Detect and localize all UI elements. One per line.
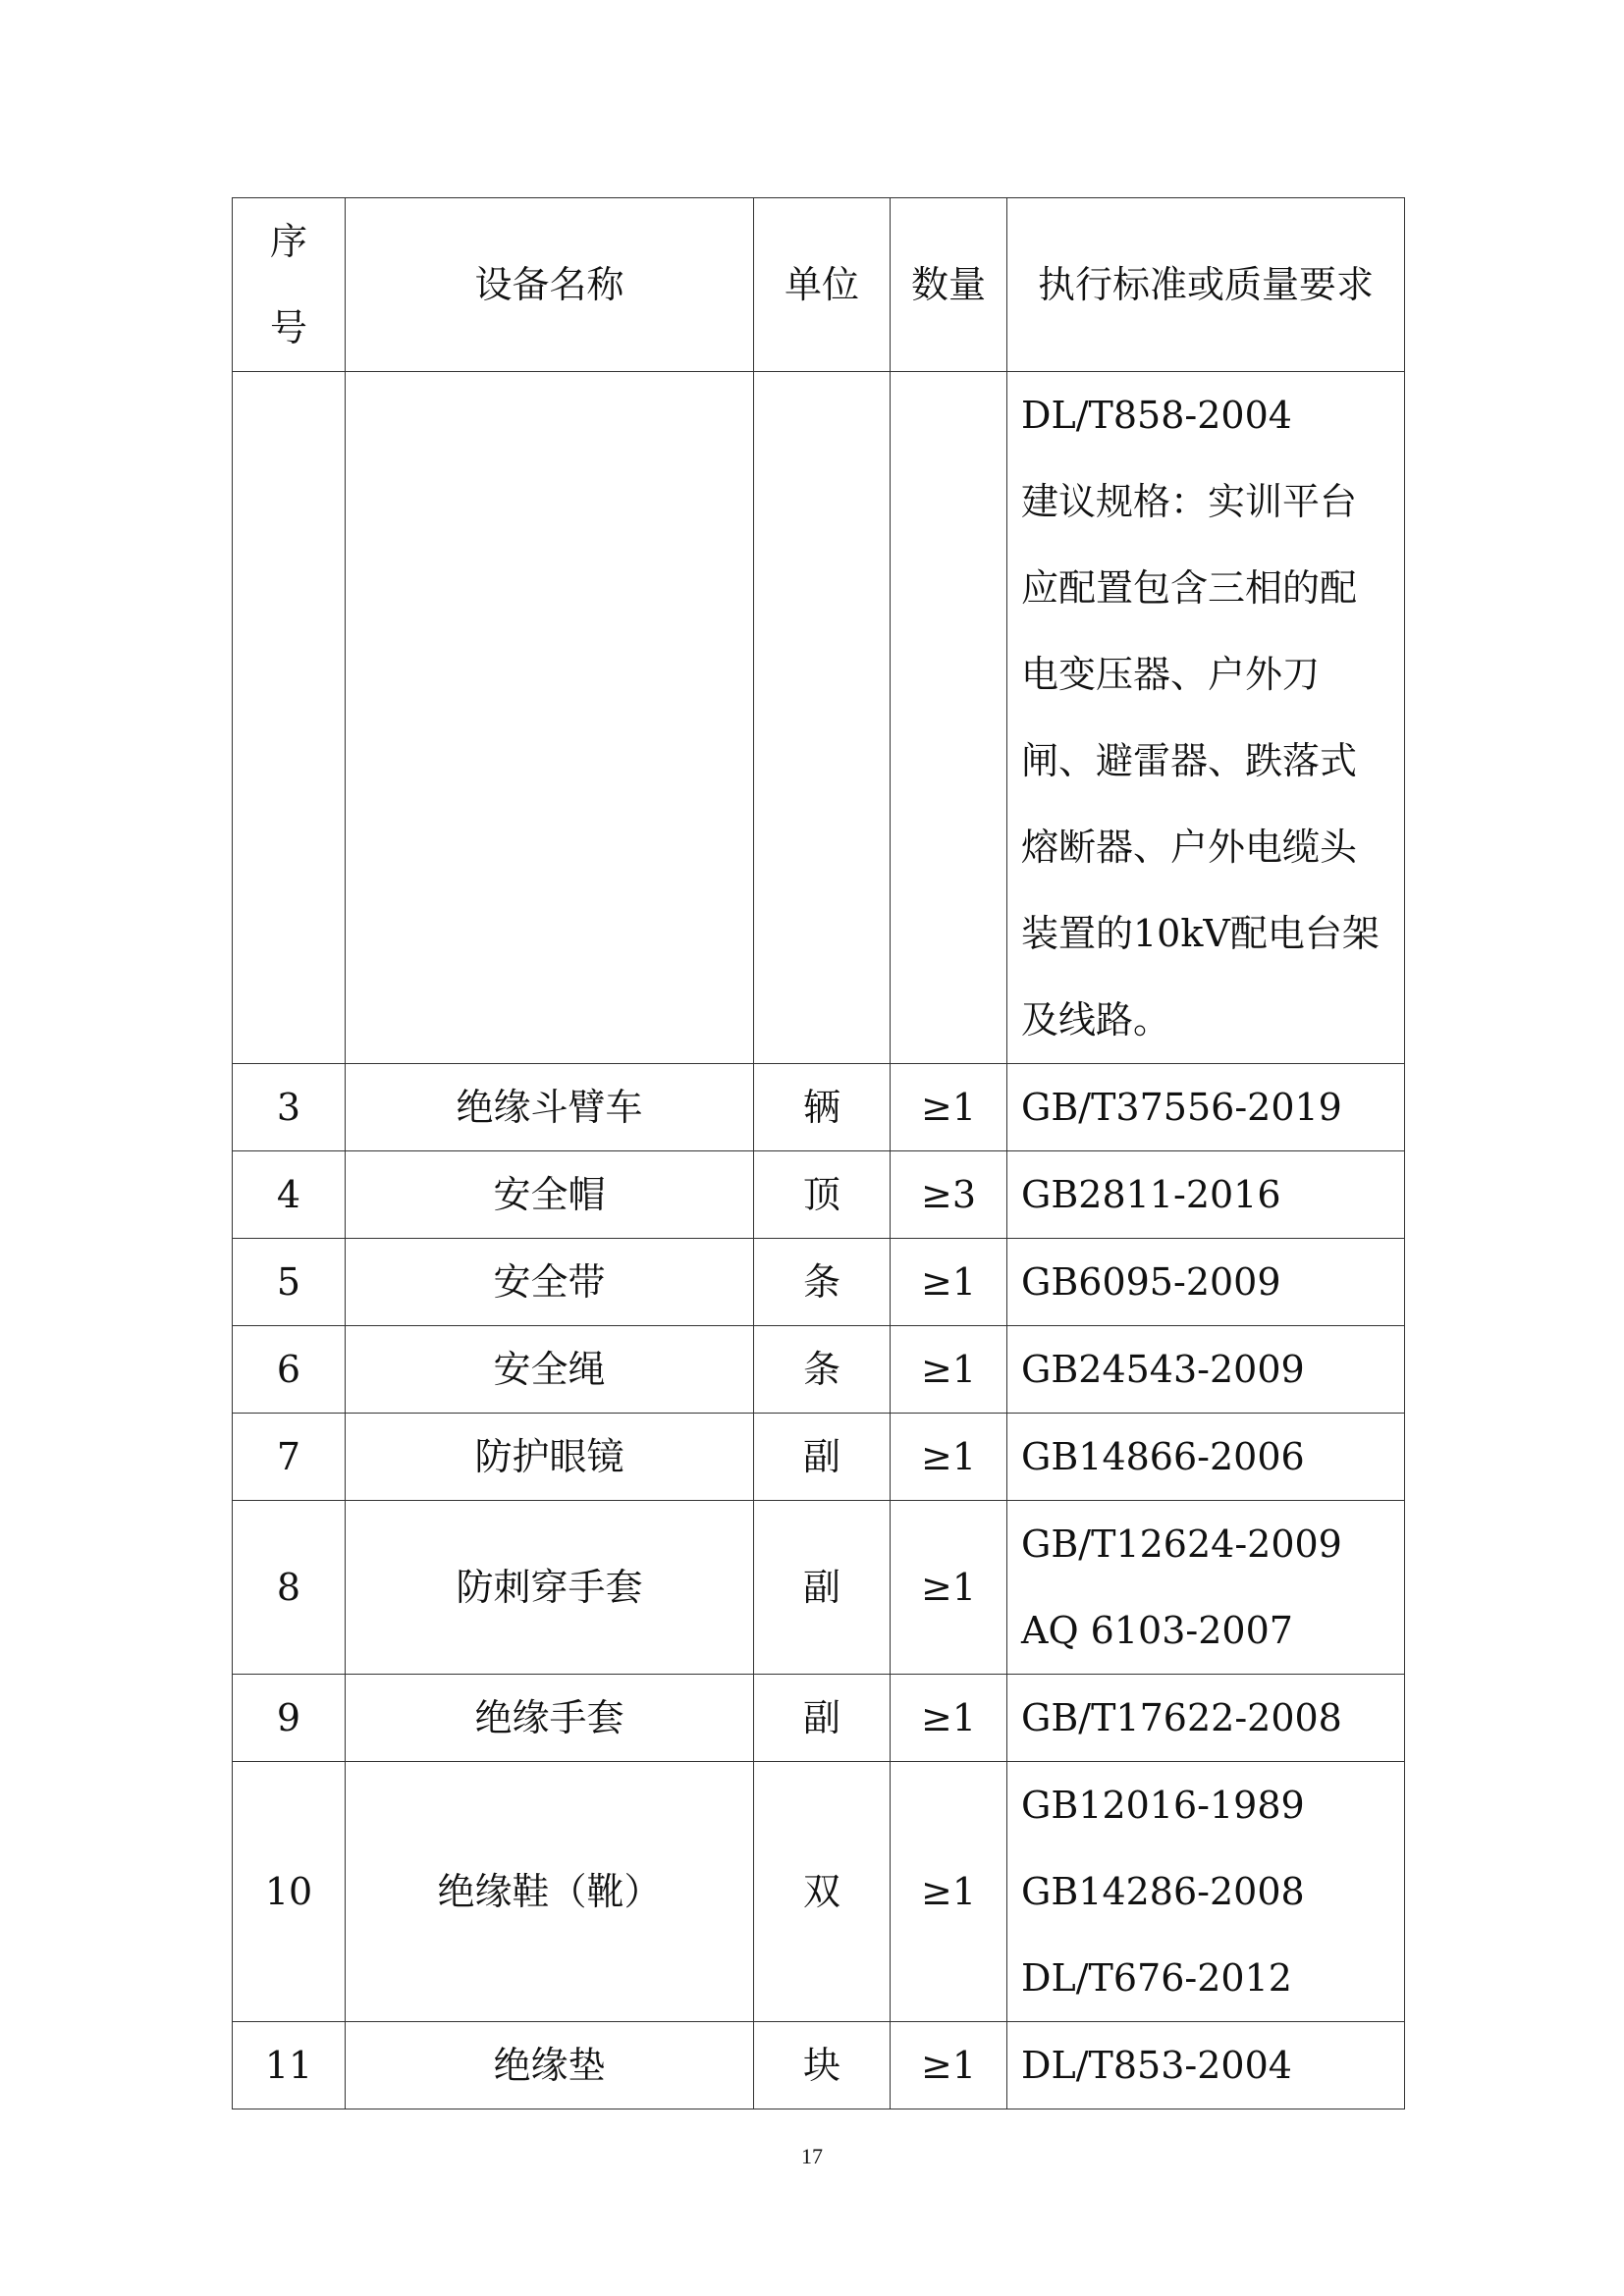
- cell-standard: GB12016-1989 GB14286-2008 DL/T676-2012: [1007, 1762, 1405, 2022]
- cell-qty: ≥1: [891, 1326, 1007, 1414]
- cell-name: 绝缘手套: [346, 1675, 754, 1762]
- cell-seq: 5: [233, 1239, 346, 1326]
- table-row: [233, 1326, 1405, 1414]
- cell-name-empty: [346, 372, 754, 1064]
- table-body: [233, 1064, 1405, 2109]
- cell-seq: 9: [233, 1675, 346, 1762]
- cell-unit-empty: [754, 372, 891, 1064]
- cell-standard: GB24543-2009: [1007, 1326, 1405, 1414]
- table-row: [233, 1064, 1405, 1151]
- cell-name: 绝缘垫: [346, 2022, 754, 2109]
- cell-unit: 条: [754, 1326, 891, 1414]
- cell-standard: DL/T853-2004: [1007, 2022, 1405, 2109]
- cell-qty: ≥1: [891, 1762, 1007, 2022]
- cell-standard: GB2811-2016: [1007, 1151, 1405, 1239]
- equipment-table: [232, 197, 1405, 2109]
- header-name: 设备名称: [346, 198, 754, 372]
- cell-unit: 条: [754, 1239, 891, 1326]
- cell-standard: GB/T12624-2009 AQ 6103-2007: [1007, 1501, 1405, 1675]
- cell-qty: ≥1: [891, 1501, 1007, 1675]
- cell-unit: 副: [754, 1414, 891, 1501]
- table-header-row: [233, 198, 1405, 372]
- table-row: [233, 1501, 1405, 1675]
- table-row-continued: [233, 372, 1405, 1064]
- cell-name: 安全绳: [346, 1326, 754, 1414]
- cell-seq-empty: [233, 372, 346, 1064]
- cell-qty: ≥1: [891, 1675, 1007, 1762]
- cell-name: 防刺穿手套: [346, 1501, 754, 1675]
- cell-seq: 3: [233, 1064, 346, 1151]
- cell-unit: 副: [754, 1675, 891, 1762]
- cell-name: 安全带: [346, 1239, 754, 1326]
- cell-standard: GB/T37556-2019: [1007, 1064, 1405, 1151]
- cell-seq: 4: [233, 1151, 346, 1239]
- cell-name: 绝缘斗臂车: [346, 1064, 754, 1151]
- cell-qty: ≥1: [891, 2022, 1007, 2109]
- cell-name: 安全帽: [346, 1151, 754, 1239]
- table-row: [233, 1239, 1405, 1326]
- cell-seq: 10: [233, 1762, 346, 2022]
- cell-seq: 6: [233, 1326, 346, 1414]
- header-qty: 数量: [891, 198, 1007, 372]
- cell-qty: ≥1: [891, 1414, 1007, 1501]
- table-row: [233, 2022, 1405, 2109]
- page-number: 17: [801, 2144, 823, 2168]
- cell-unit: 副: [754, 1501, 891, 1675]
- cell-standard-continued: DL/T858-2004 建议规格：实训平台应配置包含三相的配电变压器、户外刀闸、避雷器、跌落式熔断器、户外电缆头装置的10kV配电台架及线路。: [1007, 372, 1405, 1064]
- cell-seq: 8: [233, 1501, 346, 1675]
- table-row: [233, 1762, 1405, 2022]
- cell-unit: 辆: [754, 1064, 891, 1151]
- cell-seq: 7: [233, 1414, 346, 1501]
- cell-qty-empty: [891, 372, 1007, 1064]
- header-standard: 执行标准或质量要求: [1007, 198, 1405, 372]
- cell-unit: 顶: [754, 1151, 891, 1239]
- cell-standard: GB14866-2006: [1007, 1414, 1405, 1501]
- cell-unit: 双: [754, 1762, 891, 2022]
- header-unit: 单位: [754, 198, 891, 372]
- table-row: [233, 1414, 1405, 1501]
- header-seq: 序号: [233, 198, 346, 372]
- cell-seq: 11: [233, 2022, 346, 2109]
- cell-qty: ≥1: [891, 1239, 1007, 1326]
- cell-unit: 块: [754, 2022, 891, 2109]
- cell-qty: ≥3: [891, 1151, 1007, 1239]
- cell-standard: GB/T17622-2008: [1007, 1675, 1405, 1762]
- cell-name: 绝缘鞋（靴）: [346, 1762, 754, 2022]
- cell-standard: GB6095-2009: [1007, 1239, 1405, 1326]
- table-row: [233, 1675, 1405, 1762]
- table-row: [233, 1151, 1405, 1239]
- cell-name: 防护眼镜: [346, 1414, 754, 1501]
- cell-qty: ≥1: [891, 1064, 1007, 1151]
